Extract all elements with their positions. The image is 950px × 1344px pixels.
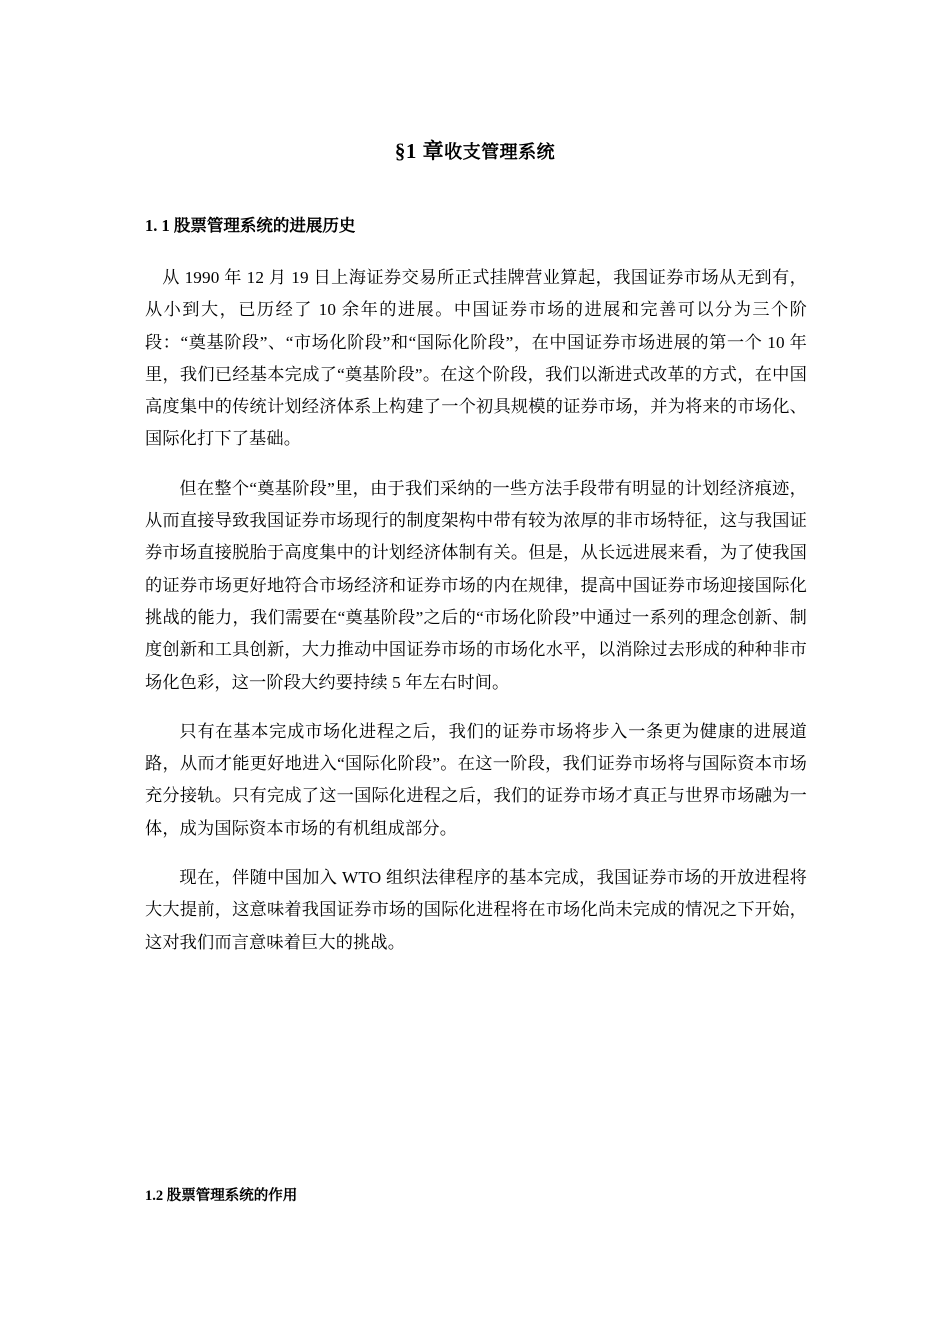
paragraph: 从 1990 年 12 月 19 日上海证券交易所正式挂牌营业算起，我国证券市场从无到有，从小到大，已历经了 10 余年的进展。中国证券市场的进展和完善可以分为三个阶段：“奠基阶段”、“市场化阶段”和“国际化阶段”，在中国证券市场进展的第一个 10 年里，我们已经基本完成了“奠基阶段”。在这个阶段，我们以渐进式改革的方式，在中国高度集中的传统计划经济体系上构建了一个初具规模的证券市场，并为将来的市场化、国际化打下了基础。: [145, 268, 807, 449]
section-heading-1-2: 1.2 股票管理系统的作用: [145, 1188, 298, 1204]
chapter-title: [0, 136, 950, 167]
section-body-1-1: [145, 262, 807, 959]
paragraph: 只有在基本完成市场化进程之后，我们的证券市场将步入一条更为健康的进展道路，从而才能更好地进入“国际化阶段”。在这一阶段，我们证券市场将与国际资本市场充分接轨。只有完成了这一国际化进程之后，我们的证券市场才真正与世界市场融为一体，成为国际资本市场的有机组成部分。: [145, 721, 807, 838]
chapter-number: §1 章: [394, 139, 445, 163]
section-heading-1-1: 1. 1 股票管理系统的进展历史: [145, 216, 356, 235]
paragraph: 但在整个“奠基阶段”里，由于我们采纳的一些方法手段带有明显的计划经济痕迹，从而直接导致我国证券市场现行的制度架构中带有较为浓厚的非市场特征，这与我国证券市场直接脱胎于高度集中的计划经济体制有关。但是，从长远进展来看，为了使我国的证券市场更好地符合市场经济和证券市场的内在规律，提高中国证券市场迎接国际化挑战的能力，我们需要在“奠基阶段”之后的“市场化阶段”中通过一系列的理念创新、制度创新和工具创新，大力推动中国证券市场的市场化水平，以消除过去形成的种种非市场化色彩，这一阶段大约要持续 5 年左右时间。: [145, 478, 807, 692]
paragraph: 现在，伴随中国加入 WTO 组织法律程序的基本完成，我国证券市场的开放进程将大大提前，这意味着我国证券市场的国际化进程将在市场化尚未完成的情况之下开始，这对我们而言意味着巨大的挑战。: [145, 868, 807, 952]
chapter-name: 收支管理系统: [444, 142, 556, 162]
